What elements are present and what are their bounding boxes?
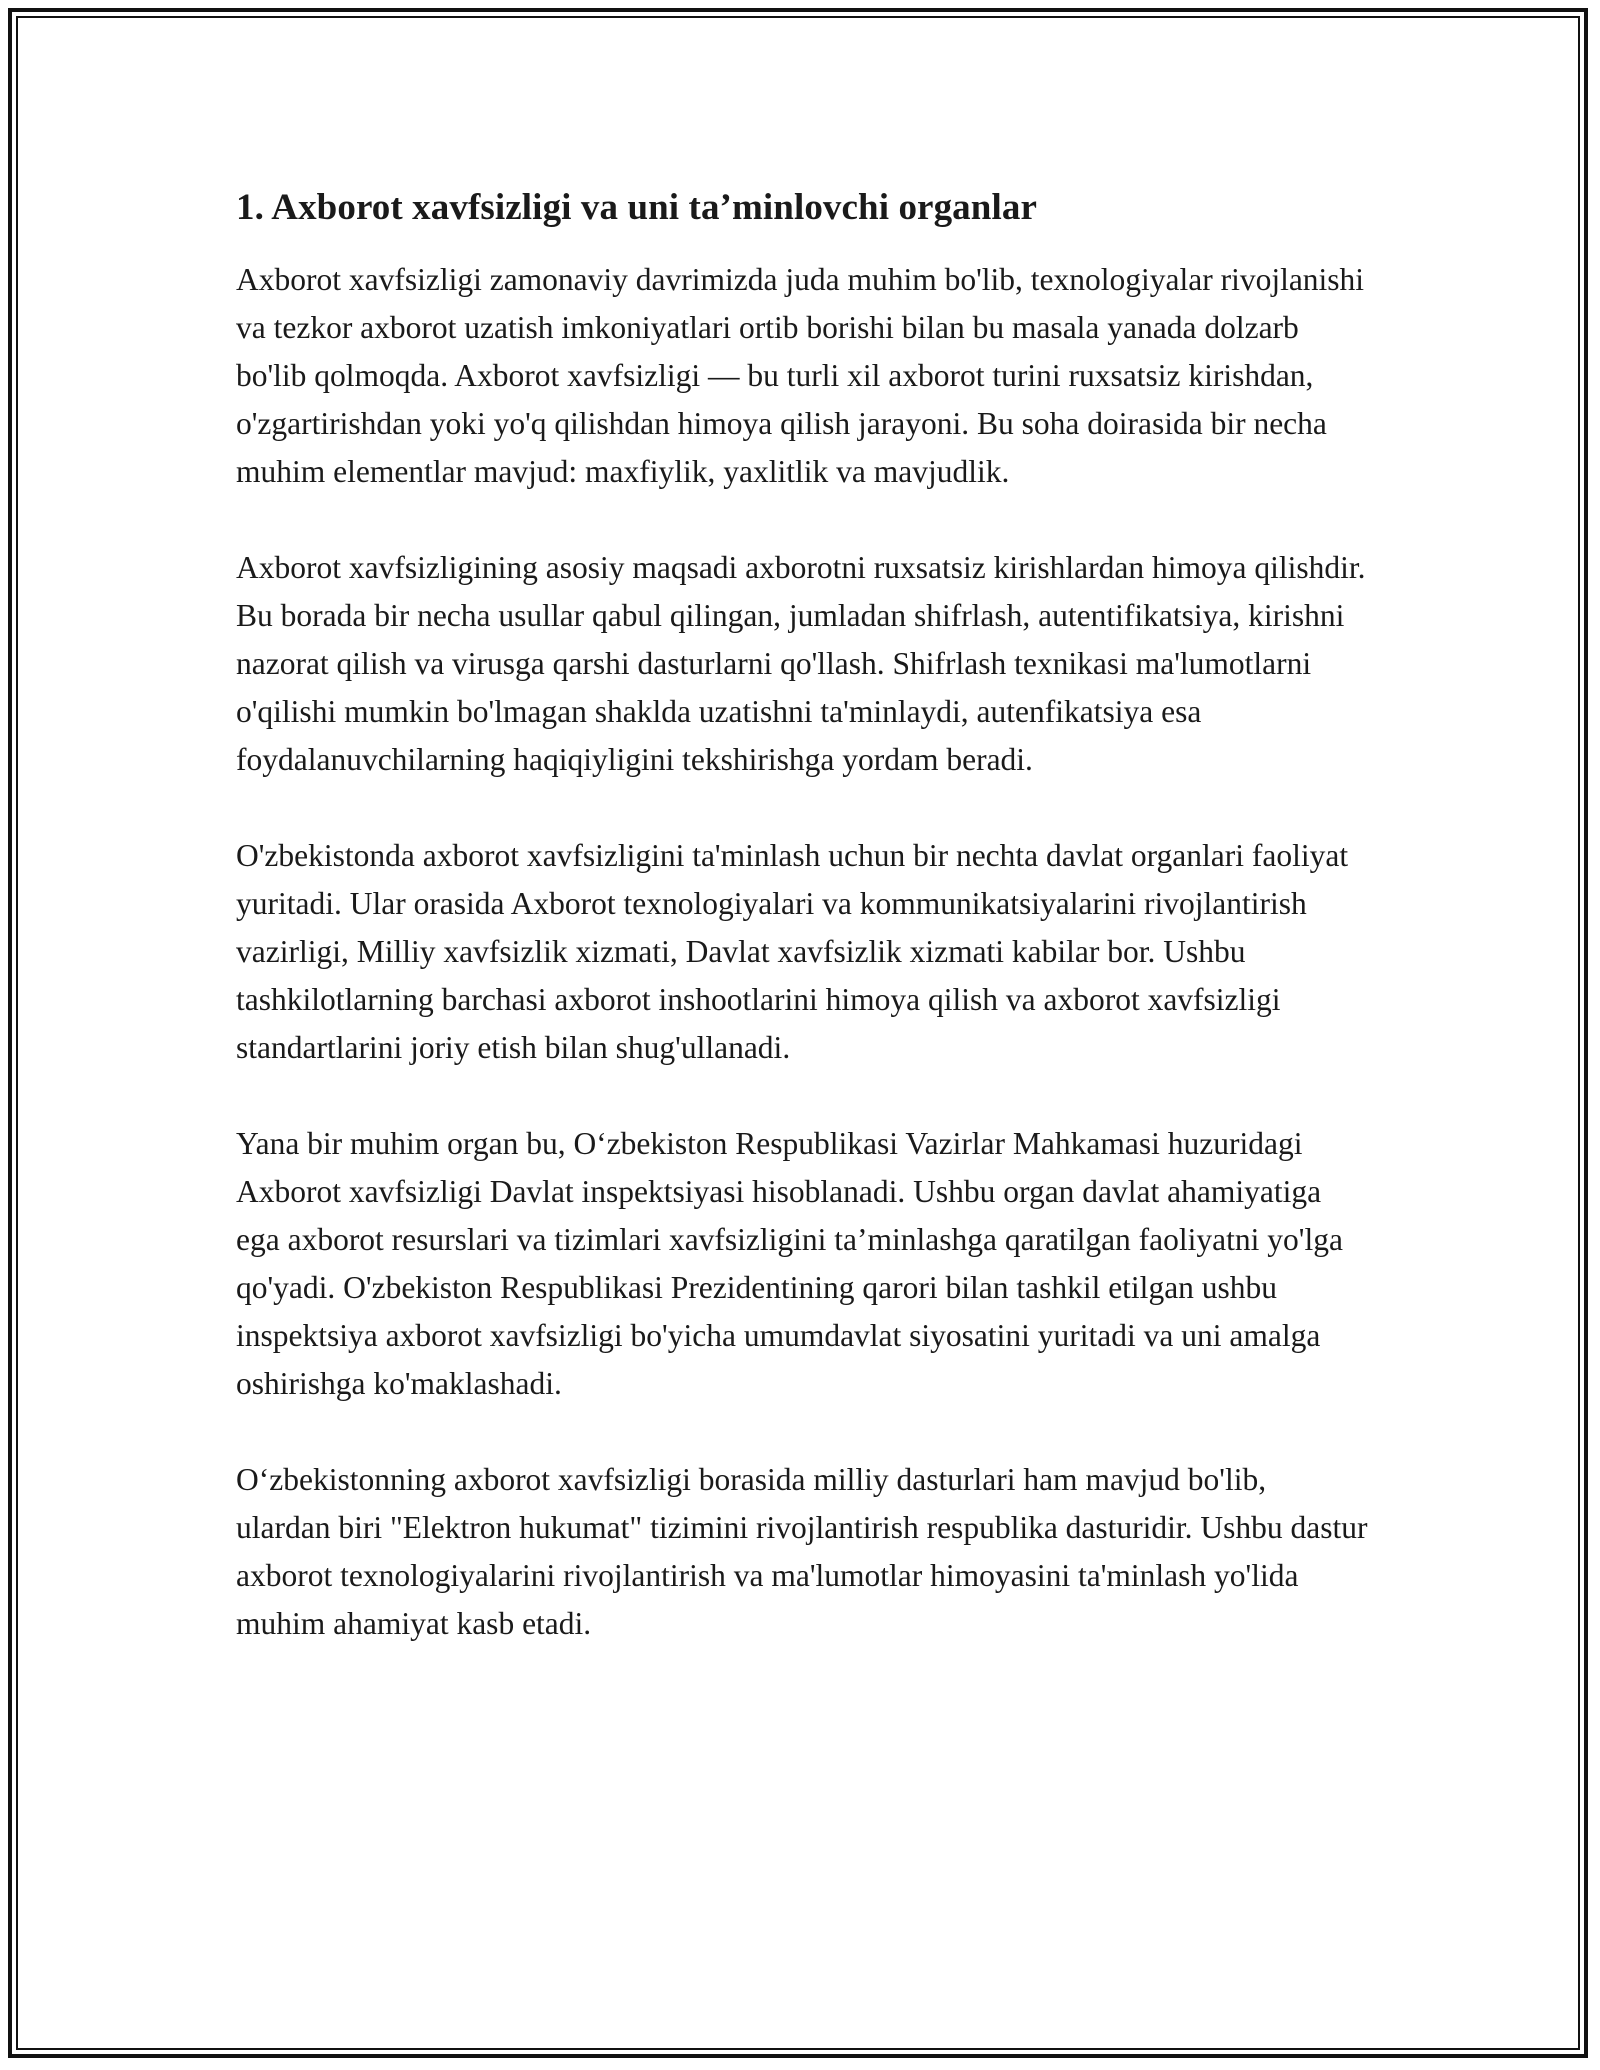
paragraph-security-methods: Axborot xavfsizligining asosiy maqsadi axborotni ruxsatsiz kirishlardan himoya qilishdir. Bu borada bir necha usullar qabul qilingan, jumladan shifrlash, autentifikatsiya, kirishni nazorat qilish va virusga qarshi dasturlarni qo'llash. Shifrlash texnikasi ma'lumotlarni o'qilishi mumkin bo'lmagan shaklda uzatishni ta'minlaydi, autenfikatsiya esa foydalanuvchilarning haqiqiyligini tekshirishga yordam beradi. xyxy=(236,550,1366,778)
paragraph-state-inspection: Yana bir muhim organ bu, O‘zbekiston Respublikasi Vazirlar Mahkamasi huzuridagi Axborot xavfsizligi Davlat inspektsiyasi hisoblanadi. Ushbu organ davlat ahamiyatiga ega axborot resurslari va tizimlari xavfsizligini ta’minlashga qaratilgan faoliyatni yo'lga qo'yadi. O'zbekiston Respublikasi Prezidentining qarori bilan tashkil etilgan ushbu inspektsiya axborot xavfsizligi bo'yicha umumdavlat siyosatini yuritadi va uni amalga oshirishga ko'maklashadi. xyxy=(236,1126,1343,1402)
section-heading: 1. Axborot xavfsizligi va uni ta’minlovchi organlar xyxy=(236,187,1037,228)
paragraph-information-security-definition: Axborot xavfsizligi zamonaviy davrimizda juda muhim bo'lib, texnologiyalar rivojlanishi va tezkor axborot uzatish imkoniyatlari ortib borishi bilan bu masala yanada dolzarb bo'lib qolmoqda. Axborot xavfsizligi — bu turli xil axborot turini ruxsatsiz kirishdan, o'zgartirishdan yoki yo'q qilishdan himoya qilish jarayoni. Bu soha doirasida bir necha muhim elementlar mavjud: maxfiylik, yaxlitlik va mavjudlik. xyxy=(236,262,1365,490)
paragraph-national-programs: O‘zbekistonning axborot xavfsizligi borasida milliy dasturlari ham mavjud bo'lib, ulardan biri "Elektron hukumat" tizimini rivojlantirish respublika dasturidir. Ushbu dastur axborot texnologiyalarini rivojlantirish va ma'lumotlar himoyasini ta'minlash yo'lida muhim ahamiyat kasb etadi. xyxy=(236,1462,1368,1642)
paragraph-state-agencies: O'zbekistonda axborot xavfsizligini ta'minlash uchun bir nechta davlat organlari faoliyat yuritadi. Ular orasida Axborot texnologiyalari va kommunikatsiyalarini rivojlantirish vazirligi, Milliy xavfsizlik xizmati, Davlat xavfsizlik xizmati kabilar bor. Ushbu tashkilotlarning barchasi axborot inshootlarini himoya qilish va axborot xavfsizligi standartlarini joriy etish bilan shug'ullanadi. xyxy=(236,838,1349,1066)
document-body xyxy=(236,186,1368,1696)
